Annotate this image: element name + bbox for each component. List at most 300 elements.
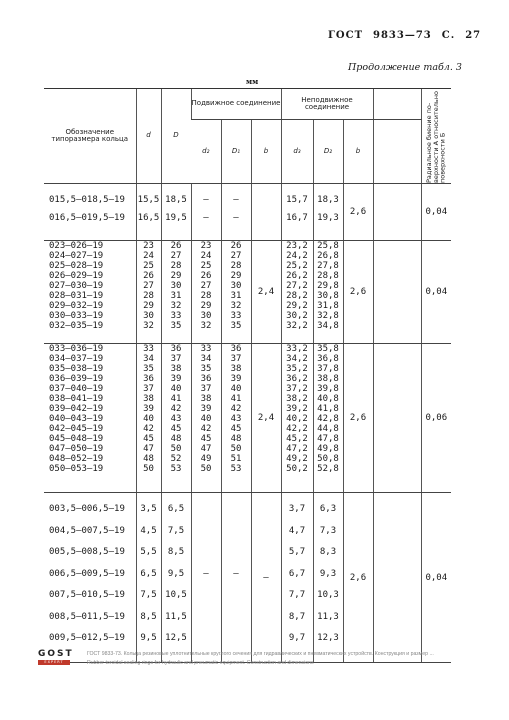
cell-value: 7,5 — [140, 590, 157, 600]
cell-value: 6,5 — [167, 504, 185, 514]
cell-values — [282, 493, 313, 650]
cell-value: 038—041—19 — [49, 394, 104, 404]
cell-value: 35,8 — [317, 344, 339, 354]
cell-value: 47,2 — [286, 444, 308, 454]
col-d: d — [136, 89, 161, 184]
cell-values — [162, 184, 191, 227]
cell-value: 040—043—19 — [49, 414, 104, 424]
cell-value: 26 — [200, 271, 212, 281]
cell-d1 — [221, 344, 251, 493]
cell-value: 35,2 — [286, 364, 308, 374]
table-row-group — [44, 184, 451, 241]
cell-d2 — [191, 184, 221, 241]
cell-value: 16,5 — [137, 213, 160, 223]
cell-b-fixed: 2,6 — [343, 241, 373, 344]
cell-value: 30 — [170, 281, 182, 291]
cell-value: 29,2 — [286, 301, 308, 311]
cell-values — [162, 493, 191, 650]
cell-values — [162, 344, 191, 474]
cell-value: — — [203, 195, 209, 205]
cell-value: 49,2 — [286, 454, 308, 464]
cell-value: 42 — [230, 404, 242, 414]
cell-value: 10,3 — [317, 590, 339, 600]
cell-value: 36 — [200, 374, 212, 384]
cell-value: 028—031—19 — [49, 291, 104, 301]
cell-value: 31,8 — [317, 301, 339, 311]
cell-values — [222, 241, 251, 331]
cell-value: 4,7 — [288, 525, 306, 536]
cell-value: 39 — [230, 374, 242, 384]
cell-value: 11,3 — [317, 611, 339, 622]
cell-d — [136, 493, 161, 663]
cell-b-movable: 2,4 — [251, 241, 281, 344]
cell-value: 29 — [143, 301, 154, 311]
cell-value: 39,8 — [317, 384, 339, 394]
cell-value: 25,8 — [317, 241, 339, 251]
cell-values — [137, 184, 161, 227]
cell-value — [192, 542, 221, 564]
cell-d2 — [191, 493, 221, 663]
cell-value: 33 — [143, 344, 154, 354]
cell-values — [49, 344, 136, 474]
cell-b-movable: 2,4 — [251, 344, 281, 493]
cell-value: 50 — [230, 444, 242, 454]
cell-value: 38,8 — [317, 374, 339, 384]
cell-d3 — [281, 344, 313, 493]
cell-value: 42 — [170, 404, 182, 414]
cell-value: 26 — [230, 241, 242, 251]
cell-value: 024—027—19 — [49, 251, 104, 261]
standard-number: 9833—73 — [373, 30, 432, 41]
cell-radial: 0,04 — [421, 184, 451, 241]
cell-value: 33,2 — [286, 344, 308, 354]
cell-radial: 0,06 — [421, 344, 451, 493]
cell-value: 037—040—19 — [49, 384, 104, 394]
cell-value: 42 — [200, 424, 212, 434]
cell-value: 030—033—19 — [49, 311, 104, 321]
cell-value: 44,8 — [317, 424, 339, 434]
cell-value: 30 — [200, 311, 212, 321]
cell-value — [222, 585, 251, 607]
cell-d — [161, 241, 191, 344]
cell-value: 38 — [143, 394, 154, 404]
cell-d — [136, 344, 161, 493]
cell-value: 9,3 — [319, 568, 337, 579]
cell-value: 38 — [230, 364, 242, 374]
cell-value: 26,2 — [286, 271, 308, 281]
cell-value: 26 — [170, 241, 182, 251]
cell-value: 5,5 — [140, 547, 157, 557]
cell-value: 50 — [200, 464, 212, 474]
cell-value: 53 — [170, 464, 182, 474]
cell-value: 28,8 — [317, 271, 339, 281]
gost-expert-logo — [38, 649, 74, 665]
cell-value: 37 — [143, 384, 154, 394]
cell-values — [222, 493, 251, 650]
col-D2: D₂ — [313, 120, 343, 184]
cell-value — [222, 521, 251, 543]
cell-value: 27,2 — [286, 281, 308, 291]
cell-value: 050—053—19 — [49, 464, 104, 474]
cell-value: 015,5—018,5—19 — [49, 195, 125, 205]
cell-value: 35 — [200, 364, 212, 374]
logo-text: GOST — [38, 649, 74, 659]
cell-value: 6,3 — [319, 504, 337, 514]
cell-value: 38,2 — [286, 394, 308, 404]
cell-value: 008,5—011,5—19 — [49, 611, 125, 622]
cell-value: 8,3 — [319, 547, 337, 557]
cell-value: 40,8 — [317, 394, 339, 404]
cell-d — [161, 344, 191, 493]
cell-value: 004,5—007,5—19 — [49, 525, 125, 536]
cell-d1 — [221, 184, 251, 241]
cell-value: 047—050—19 — [49, 444, 104, 454]
cell-d2 — [191, 344, 221, 493]
cell-value: 47,8 — [317, 434, 339, 444]
cell-value: 009,5—012,5—19 — [49, 633, 125, 643]
cell-value: 45 — [230, 424, 242, 434]
cell-b-fixed: 2,6 — [343, 344, 373, 493]
cell-value: 41,8 — [317, 404, 339, 414]
cell-value: 34 — [143, 354, 154, 364]
cell-value: 36 — [170, 344, 182, 354]
cell-radial: 0,04 — [421, 493, 451, 663]
cell-d3 — [281, 184, 313, 241]
cell-value: 12,5 — [165, 633, 187, 643]
cell-value: 37 — [170, 354, 182, 364]
cell-value: 19,5 — [165, 213, 187, 223]
cell-value: 026—029—19 — [49, 271, 104, 281]
cell-value: 48 — [143, 454, 154, 464]
table-body — [44, 184, 451, 663]
cell-value: 3,7 — [288, 504, 306, 514]
cell-value: — — [203, 213, 209, 223]
cell-value: 24 — [143, 251, 154, 261]
cell-value: 39 — [170, 374, 182, 384]
col-blank-2 — [373, 120, 421, 184]
cell-value: 30 — [143, 311, 154, 321]
cell-value: 28 — [200, 291, 212, 301]
cell-d — [136, 241, 161, 344]
cell-value: 042—045—19 — [49, 424, 104, 434]
table-row-group — [44, 344, 451, 493]
cell-value: 41 — [230, 394, 242, 404]
cell-value: 36,8 — [317, 354, 339, 364]
cell-value — [192, 585, 221, 607]
footer-text — [87, 650, 497, 668]
cell-values — [314, 241, 343, 331]
cell-value: 036—039—19 — [49, 374, 104, 384]
cell-value: 29 — [170, 271, 182, 281]
cell-d1 — [221, 493, 251, 663]
cell-value: 005,5—008,5—19 — [49, 547, 125, 557]
cell-d1 — [221, 241, 251, 344]
cell-value: 49,8 — [317, 444, 339, 454]
cell-value: 40,2 — [286, 414, 308, 424]
cell-value — [222, 542, 251, 564]
cell-values — [222, 184, 251, 227]
cell-value: 25 — [200, 261, 212, 271]
cell-value: 29,8 — [317, 281, 339, 291]
cell-value: 25 — [143, 261, 154, 271]
cell-value: 36 — [143, 374, 154, 384]
cell-value: 28,2 — [286, 291, 308, 301]
cell-value: 32,2 — [286, 321, 308, 331]
cell-value: 52 — [170, 454, 182, 464]
cell-value: 45 — [200, 434, 212, 444]
cell-value: 43 — [170, 414, 182, 424]
cell-value: 7,3 — [319, 525, 337, 536]
cell-name — [44, 184, 136, 241]
cell-value: 034—037—19 — [49, 354, 104, 364]
cell-value: 26,8 — [317, 251, 339, 261]
col-blank — [373, 89, 421, 120]
cell-value: 39 — [200, 404, 212, 414]
cell-value: 16,7 — [286, 213, 308, 223]
cell-value: 36 — [230, 344, 242, 354]
cell-value: 8,5 — [167, 547, 185, 557]
cell-value: 28 — [143, 291, 154, 301]
cell-value: 53 — [230, 464, 242, 474]
cell-value: 37,2 — [286, 384, 308, 394]
cell-value: 025—028—19 — [49, 261, 104, 271]
cell-value: 15,7 — [286, 195, 308, 205]
cell-name — [44, 344, 136, 493]
cell-value: 32,8 — [317, 311, 339, 321]
cell-value: 35 — [143, 364, 154, 374]
cell-value: 50 — [170, 444, 182, 454]
cell-value: 33 — [170, 311, 182, 321]
cell-value: 8,7 — [288, 611, 306, 622]
cell-value: 9,5 — [167, 568, 185, 579]
cell-value: 39 — [143, 404, 154, 414]
cell-value: 47 — [143, 444, 154, 454]
cell-value: 37 — [230, 354, 242, 364]
cell-value: 048—052—19 — [49, 454, 104, 464]
col-b-fixed: b — [343, 120, 373, 184]
unit-label: мм — [246, 77, 259, 86]
cell-value: 25,2 — [286, 261, 308, 271]
cell-value: 38 — [170, 364, 182, 374]
cell-values — [192, 493, 221, 650]
cell-value — [222, 607, 251, 629]
cell-value — [222, 499, 251, 521]
cell-d3 — [281, 241, 313, 344]
cell-value: 33 — [230, 311, 242, 321]
cell-value — [192, 499, 221, 521]
cell-value: 38 — [200, 394, 212, 404]
cell-values — [222, 344, 251, 474]
cell-value: 6,7 — [288, 568, 306, 579]
cell-values — [49, 241, 136, 331]
cell-values — [192, 344, 221, 474]
cell-values — [137, 344, 161, 474]
col-designation: Обозначение типоразмера кольца — [44, 89, 136, 184]
cell-values — [282, 184, 313, 227]
cell-value: 36,2 — [286, 374, 308, 384]
footer-line-en: Rubber toroidal sealing rings for hydraulic and pneumatic equipment. Construction and dimensions — [87, 660, 314, 666]
footer-line-ru: ГОСТ 9833-73. Кольца резиновые уплотнительные круглого сечения для гидравлических и пневматических устройств. Конструкция и размер ... — [87, 651, 434, 657]
cell-d — [161, 184, 191, 241]
cell-value: 9,5 — [140, 633, 157, 643]
table-row-group — [44, 241, 451, 344]
cell-value: 24,2 — [286, 251, 308, 261]
cell-value: 34 — [200, 354, 212, 364]
cell-radial: 0,04 — [421, 241, 451, 344]
page-prefix: С. — [441, 30, 456, 41]
col-d2: d₂ — [191, 120, 221, 184]
cell-value: 9,7 — [288, 633, 306, 643]
cell-value: 45 — [143, 434, 154, 444]
cell-value: 4,5 — [140, 525, 157, 536]
cell-value: 10,5 — [165, 590, 187, 600]
cell-d2 — [313, 344, 343, 493]
cell-value: 29 — [200, 301, 212, 311]
cell-value: 7,7 — [288, 590, 306, 600]
cell-value: 32 — [200, 321, 212, 331]
cell-value: 023—026—19 — [49, 241, 104, 251]
cell-value: 26 — [143, 271, 154, 281]
cell-value: 47 — [200, 444, 212, 454]
cell-value: 51 — [230, 454, 242, 464]
cell-value: 40 — [200, 414, 212, 424]
cell-value: 8,5 — [140, 611, 157, 622]
cell-values — [137, 493, 161, 650]
cell-values — [192, 241, 221, 331]
col-fixed: Неподвижное соединение — [281, 89, 373, 120]
cell-values — [162, 241, 191, 331]
cell-value — [222, 628, 251, 650]
cell-value: 37 — [200, 384, 212, 394]
standard-label: ГОСТ — [328, 30, 364, 41]
cell-values — [49, 184, 136, 227]
cell-value: 029—032—19 — [49, 301, 104, 311]
cell-b-fixed: 2,6 — [343, 184, 373, 241]
cell-blank — [373, 344, 421, 493]
cell-d2 — [313, 184, 343, 241]
page-header — [328, 30, 491, 41]
col-radial — [421, 89, 451, 184]
cell-value: 33 — [200, 344, 212, 354]
cell-d2 — [313, 241, 343, 344]
cell-value: 006,5—009,5—19 — [49, 568, 125, 579]
cell-name — [44, 241, 136, 344]
table-row-group — [44, 493, 451, 663]
cell-value: 32 — [170, 301, 182, 311]
cell-b-movable: — — [251, 493, 281, 663]
cell-value: 35 — [230, 321, 242, 331]
cell-value: 31 — [170, 291, 182, 301]
cell-value: 42,8 — [317, 414, 339, 424]
cell-d3 — [281, 493, 313, 663]
cell-value: 016,5—019,5—19 — [49, 213, 125, 223]
cell-blank — [373, 241, 421, 344]
page-number: 27 — [465, 30, 482, 41]
cell-blank — [373, 493, 421, 663]
cell-value: 27 — [143, 281, 154, 291]
cell-value — [192, 521, 221, 543]
footer — [38, 650, 498, 670]
cell-value: 32 — [143, 321, 154, 331]
cell-value: 28 — [230, 261, 242, 271]
cell-value: 41 — [170, 394, 182, 404]
cell-value: — — [233, 195, 239, 205]
cell-value: 35 — [170, 321, 182, 331]
cell-value: 42,2 — [286, 424, 308, 434]
col-D1: D₁ — [221, 120, 251, 184]
dimensions-table — [44, 88, 451, 663]
cell-value: 31 — [230, 291, 242, 301]
cell-value: 027—030—19 — [49, 281, 104, 291]
cell-value: 48 — [230, 434, 242, 444]
cell-value: 035—038—19 — [49, 364, 104, 374]
cell-value: 033—036—19 — [49, 344, 104, 354]
cell-value: 11,5 — [165, 611, 187, 622]
cell-b-fixed: 2,6 — [343, 493, 373, 663]
cell-value: 18,3 — [317, 195, 339, 205]
cell-value: 007,5—010,5—19 — [49, 590, 125, 600]
cell-value: — — [203, 568, 209, 579]
cell-value: 45 — [170, 424, 182, 434]
cell-values — [282, 241, 313, 331]
cell-value: 19,3 — [317, 213, 339, 223]
cell-value: 23 — [143, 241, 154, 251]
cell-values — [314, 344, 343, 474]
cell-values — [314, 184, 343, 227]
cell-values — [282, 344, 313, 474]
cell-value: 50,8 — [317, 454, 339, 464]
cell-value: 29 — [230, 271, 242, 281]
cell-value: 39,2 — [286, 404, 308, 414]
cell-values — [192, 184, 221, 227]
cell-b-movable — [251, 184, 281, 241]
cell-value: 23,2 — [286, 241, 308, 251]
cell-values — [314, 493, 343, 650]
col-d3: d₃ — [281, 120, 313, 184]
cell-name — [44, 493, 136, 663]
cell-d — [136, 184, 161, 241]
cell-value: 27 — [200, 281, 212, 291]
table-continuation-caption: Продолжение табл. 3 — [348, 62, 462, 73]
cell-value: 3,5 — [140, 504, 157, 514]
cell-value: 6,5 — [140, 568, 157, 579]
cell-value: 18,5 — [165, 195, 187, 205]
cell-value: 7,5 — [167, 525, 185, 536]
cell-value: 045—048—19 — [49, 434, 104, 444]
cell-value: 40 — [230, 384, 242, 394]
cell-value: 5,7 — [288, 547, 306, 557]
cell-value: 24 — [200, 251, 212, 261]
col-movable: Подвижное соединение — [191, 89, 281, 120]
cell-value — [192, 628, 221, 650]
cell-value: 27,8 — [317, 261, 339, 271]
cell-value — [192, 607, 221, 629]
cell-d2 — [191, 241, 221, 344]
cell-value: 27 — [170, 251, 182, 261]
cell-value: 50 — [143, 464, 154, 474]
cell-value: 43 — [230, 414, 242, 424]
cell-value: 49 — [200, 454, 212, 464]
cell-value: 50,2 — [286, 464, 308, 474]
cell-value: 27 — [230, 251, 242, 261]
cell-value: 42 — [143, 424, 154, 434]
cell-value: 032—035—19 — [49, 321, 104, 331]
cell-blank — [373, 184, 421, 241]
cell-value: 40 — [170, 384, 182, 394]
cell-value: 52,8 — [317, 464, 339, 474]
cell-value: — — [233, 568, 239, 579]
cell-values — [137, 241, 161, 331]
